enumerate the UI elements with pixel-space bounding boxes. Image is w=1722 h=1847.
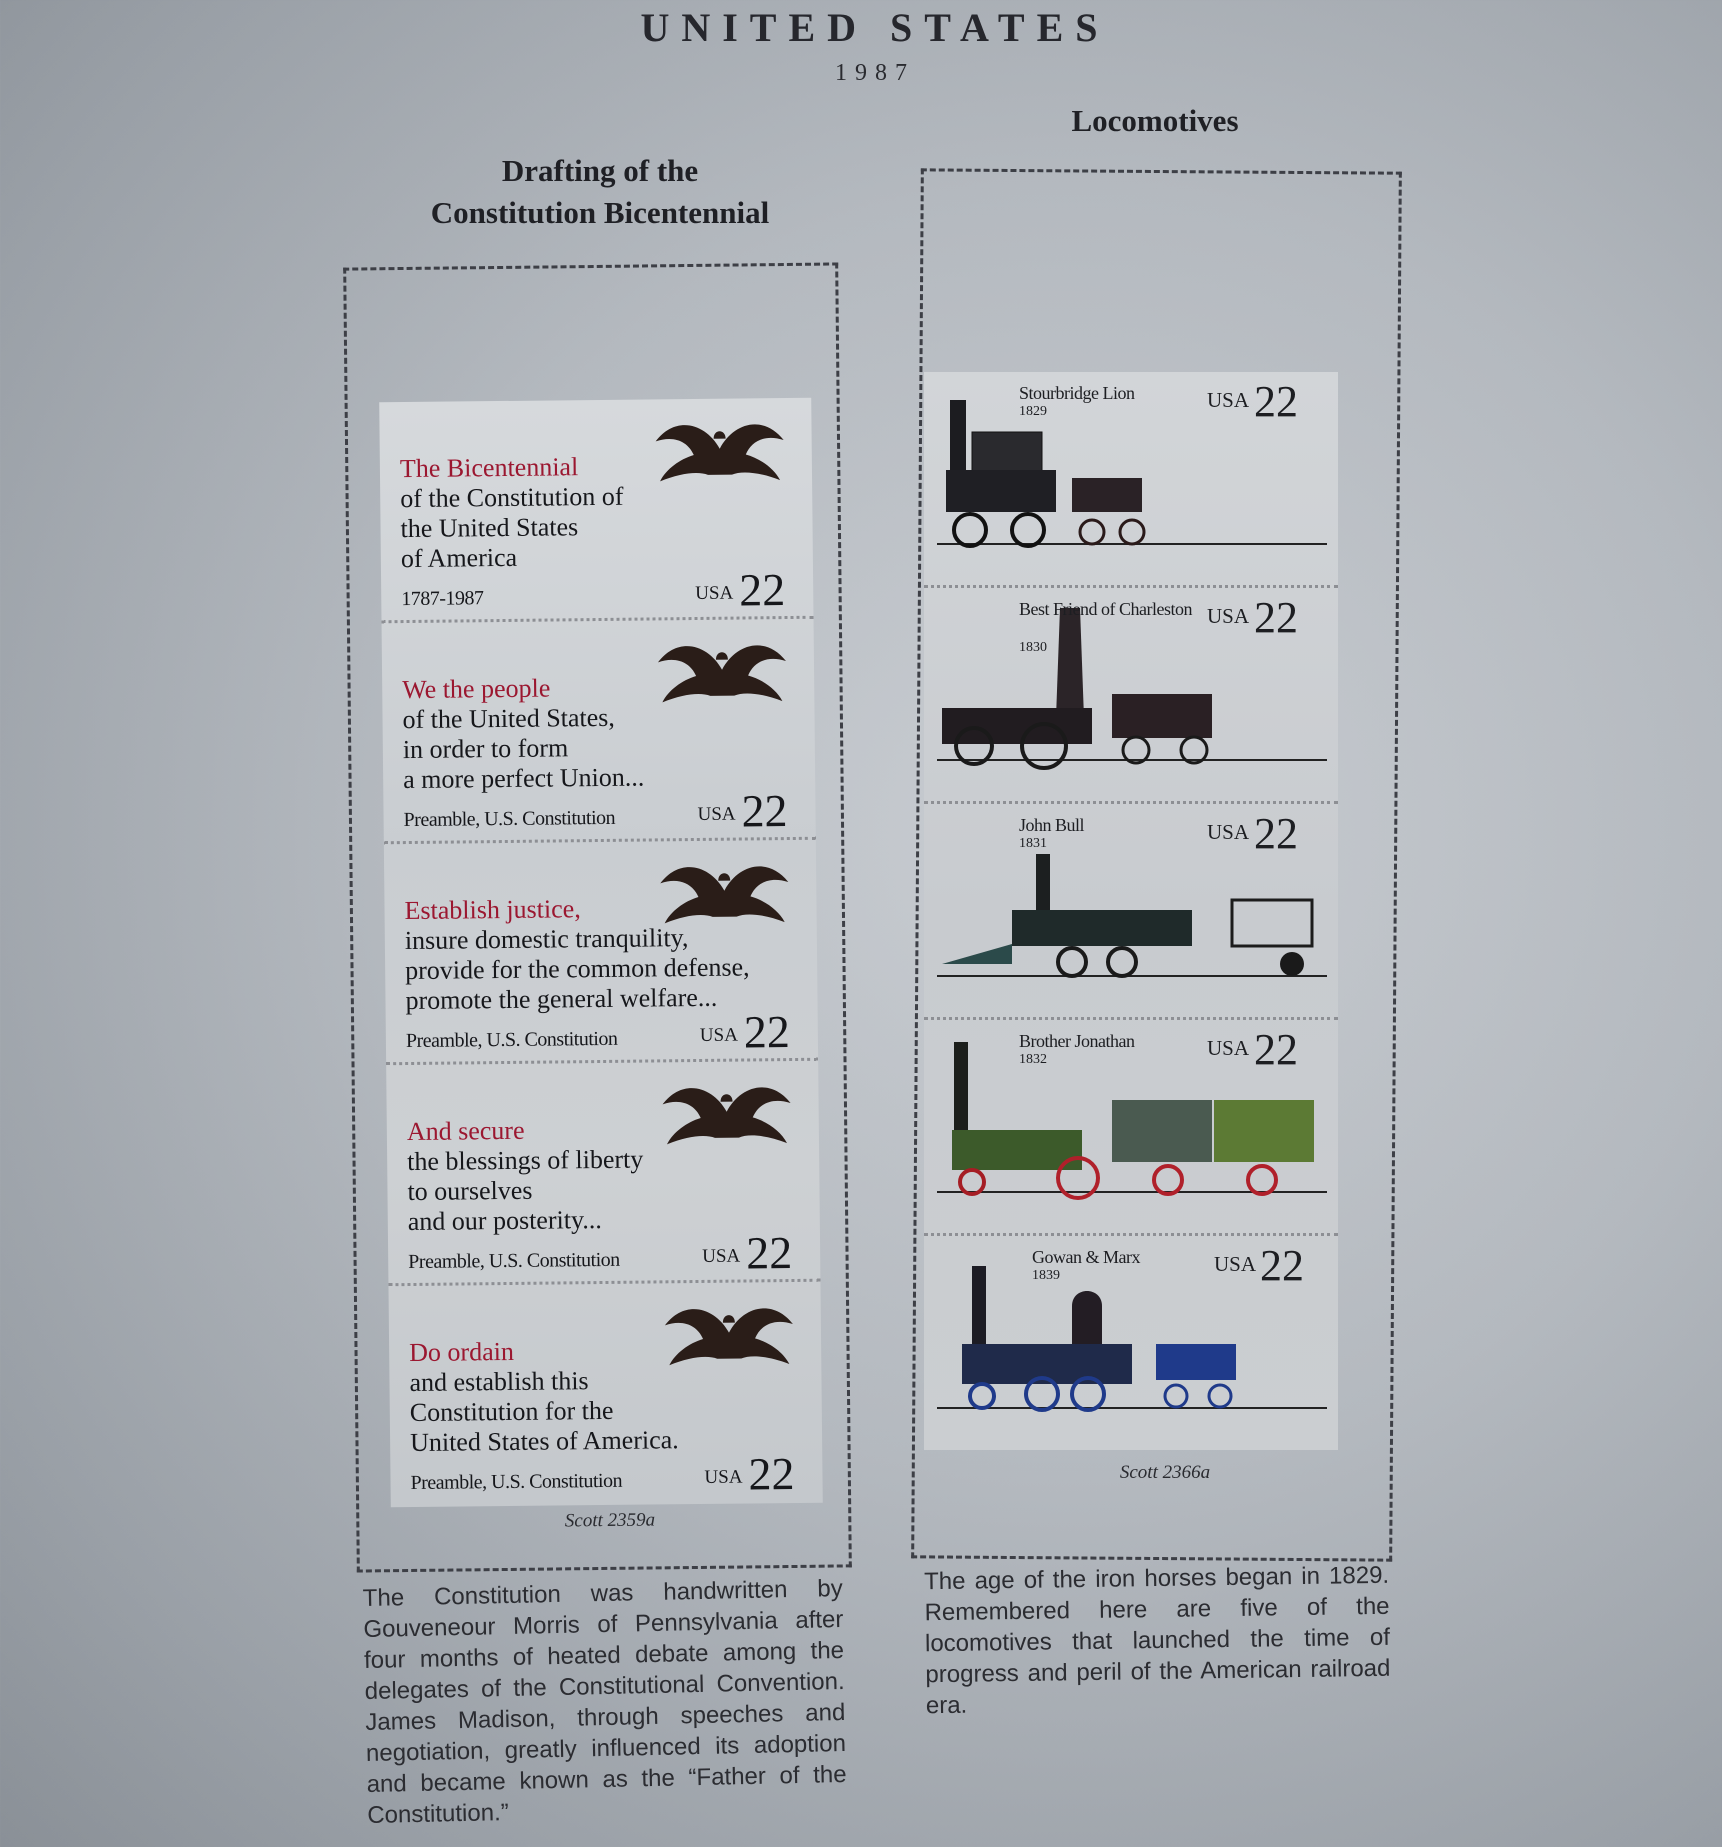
stamp-text-line: a more perfect Union... bbox=[403, 762, 645, 795]
constitution-stamp-3 bbox=[384, 840, 818, 1066]
eagle-icon bbox=[659, 1298, 800, 1369]
locomotive-name: Brother Jonathan bbox=[1019, 1031, 1135, 1051]
stamp-text-line: and our posterity... bbox=[407, 1205, 602, 1237]
stamp-text-line: of the United States, bbox=[402, 702, 615, 735]
stamp-footer: Preamble, U.S. Constitution bbox=[408, 1248, 620, 1274]
locomotive-name: Gowan & Marx bbox=[1032, 1247, 1140, 1267]
stamp-text bbox=[402, 701, 803, 795]
locomotives-section-title: Locomotives bbox=[1071, 103, 1239, 138]
stamp-red-heading: Do ordain bbox=[409, 1336, 515, 1368]
stamp-country-label: USA bbox=[1207, 388, 1250, 412]
stamp-text-line: to ourselves bbox=[407, 1175, 533, 1207]
stamp-country-label: USA bbox=[1207, 820, 1250, 844]
eagle-icon bbox=[656, 1077, 797, 1148]
constitution-description: The Constitution was handwritten by Gouveneour Morris of Pennsylvania after four months of heated debate among the delegates of the Constitutional Convention. James Madison, through speeches and negotiation, greatly influenced its adoption and became known as the “Father of the Constitution.” bbox=[362, 1575, 847, 1829]
stamp-denomination: 22 bbox=[741, 785, 788, 837]
locomotives-booklet-pane bbox=[924, 372, 1338, 1450]
stamp-country-label: USA bbox=[702, 1245, 741, 1267]
locomotives-description: The age of the iron horses began in 1829. Remembered here are five of the locomotives that launched the time of progress and peril of the American railroad era. bbox=[923, 1561, 1391, 1720]
eagle-icon bbox=[652, 635, 793, 706]
stamp-text bbox=[409, 1364, 810, 1458]
locomotives-catalog-number: Scott 2366a bbox=[1119, 1462, 1211, 1483]
locomotive-stamp-5 bbox=[924, 1236, 1338, 1452]
eagle-icon bbox=[649, 414, 790, 485]
stamp-footer: Preamble, U.S. Constitution bbox=[410, 1469, 623, 1495]
stamp-text-line: in order to form bbox=[402, 733, 569, 765]
stamp-denomination: 22 bbox=[745, 1227, 793, 1279]
locomotive-stamp-2 bbox=[924, 588, 1338, 804]
locomotive-stamp-1 bbox=[924, 372, 1338, 588]
constitution-stamp-5 bbox=[388, 1282, 822, 1508]
constitution-section-title bbox=[340, 150, 860, 234]
stamp-footer: Preamble, U.S. Constitution bbox=[403, 806, 616, 832]
locomotive-year: 1831 bbox=[1019, 836, 1047, 851]
stamp-denomination: 22 bbox=[1260, 1241, 1304, 1290]
locomotive-year: 1830 bbox=[1019, 640, 1047, 655]
stamp-text bbox=[400, 480, 801, 574]
stamp-red-heading: And secure bbox=[406, 1115, 525, 1147]
stamp-country-label: USA bbox=[695, 582, 734, 604]
stamp-text bbox=[407, 1143, 808, 1237]
stamp-country-label: USA bbox=[699, 1024, 738, 1046]
locomotive-year: 1829 bbox=[1019, 404, 1047, 419]
eagle-icon bbox=[654, 856, 795, 927]
stamp-denomination: 22 bbox=[748, 1448, 795, 1500]
constitution-title-line1: Drafting of the bbox=[501, 153, 699, 188]
stamp-red-heading: The Bicentennial bbox=[399, 452, 579, 484]
page-heading-year: 1987 bbox=[835, 60, 915, 86]
stamp-text bbox=[405, 922, 806, 1016]
constitution-title-line2: Constitution Bicentennial bbox=[430, 195, 770, 230]
stamp-country-label: USA bbox=[1207, 604, 1250, 628]
stamp-text-line: of the Constitution of bbox=[400, 481, 624, 514]
locomotive-name: John Bull bbox=[1019, 815, 1085, 835]
stamp-country-label: USA bbox=[704, 1466, 743, 1488]
stamp-denomination: 22 bbox=[1254, 1025, 1298, 1074]
locomotive-year: 1839 bbox=[1032, 1268, 1060, 1283]
stamp-red-heading: We the people bbox=[402, 673, 551, 705]
locomotive-name: Best Friend of Charleston bbox=[1019, 599, 1192, 619]
locomotive-stamp-4 bbox=[924, 1020, 1338, 1236]
constitution-stamp-1 bbox=[379, 398, 813, 624]
stamp-footer: 1787-1987 bbox=[401, 587, 484, 611]
stamp-red-heading: Establish justice, bbox=[404, 894, 581, 926]
locomotive-year: 1832 bbox=[1019, 1052, 1047, 1067]
stamp-text-line: and establish this bbox=[409, 1366, 589, 1398]
constitution-stamp-2 bbox=[382, 619, 816, 845]
page-heading-country: UNITED STATES bbox=[640, 5, 1110, 50]
stamp-text-line: the United States bbox=[400, 512, 579, 544]
stamp-text-line: the blessings of liberty bbox=[407, 1144, 644, 1177]
stamp-footer: Preamble, U.S. Constitution bbox=[405, 1027, 618, 1053]
stamp-text-line: Constitution for the bbox=[409, 1395, 614, 1428]
stamp-text-line: provide for the common defense, bbox=[405, 952, 750, 986]
locomotive-stamp-3 bbox=[924, 804, 1338, 1020]
constitution-stamp-4 bbox=[386, 1061, 820, 1287]
stamp-denomination: 22 bbox=[738, 564, 786, 616]
stamp-country-label: USA bbox=[1207, 1036, 1250, 1060]
constitution-catalog-number: Scott 2359a bbox=[564, 1509, 656, 1532]
stamp-denomination: 22 bbox=[1254, 377, 1298, 426]
stamp-country-label: USA bbox=[1214, 1252, 1257, 1276]
stamp-text-line: of America bbox=[400, 542, 518, 574]
stamp-text-line: promote the general welfare... bbox=[405, 982, 718, 1016]
stamp-text-line: insure domestic tranquility, bbox=[404, 923, 689, 956]
stamp-denomination: 22 bbox=[1254, 593, 1298, 642]
stamp-denomination: 22 bbox=[743, 1006, 791, 1058]
stamp-denomination: 22 bbox=[1254, 809, 1298, 858]
locomotive-name: Stourbridge Lion bbox=[1019, 383, 1135, 403]
stamp-text-line: United States of America. bbox=[409, 1425, 679, 1458]
stamp-country-label: USA bbox=[697, 803, 736, 825]
constitution-booklet-pane bbox=[379, 398, 823, 1507]
